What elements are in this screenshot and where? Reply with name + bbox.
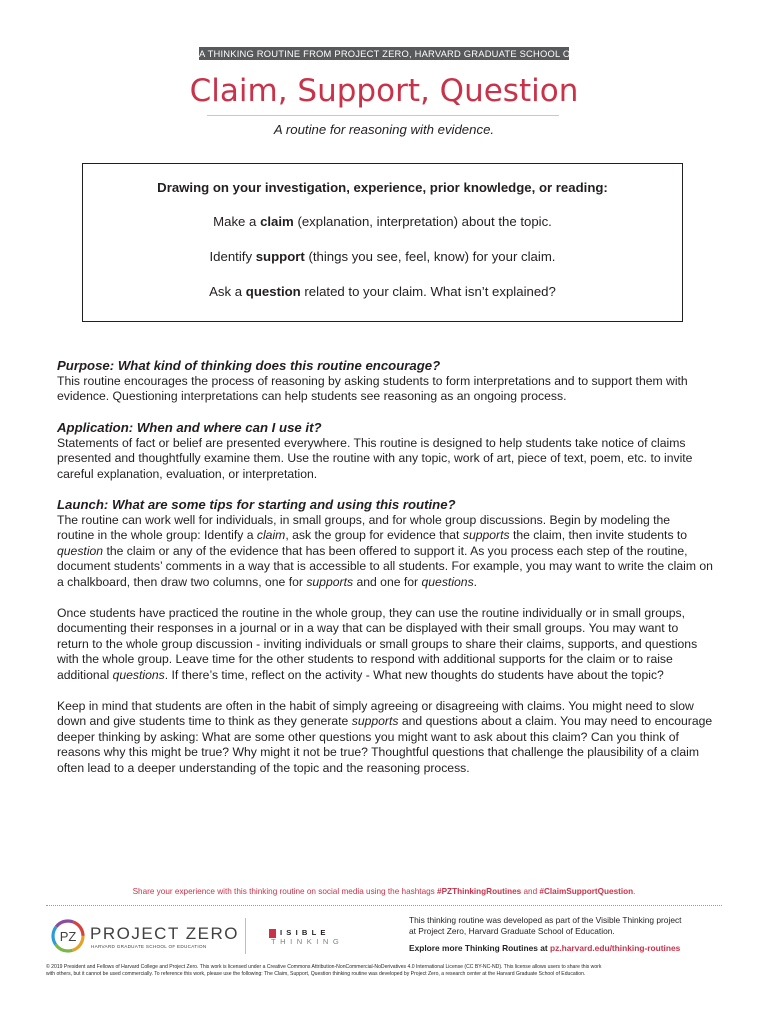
hashtag-pz-thinking-routines[interactable]: #PZThinkingRoutines <box>437 887 522 896</box>
routine-box <box>82 163 683 322</box>
developed-note: This thinking routine was developed as part of the Visible Thinking project at Project Zero, Harvard Graduate School of Education. <box>409 915 682 936</box>
keyword-claim: claim <box>260 214 294 229</box>
application-paragraph <box>57 436 717 482</box>
logo-initials: PZ <box>59 929 77 944</box>
launch-paragraph-1 <box>57 513 717 590</box>
paragraph-line: evidence. Questioning interpretations can help students see reasoning as an ongoing process. <box>57 389 567 404</box>
paragraph-line: with the whole group. Leave time for the other students to respond with additional supports for the claim or to raise <box>57 652 673 667</box>
thinking-routines-link[interactable]: pz.harvard.edu/thinking-routines <box>550 943 681 953</box>
logo-separator <box>245 918 246 954</box>
launch-heading: Launch: What are some tips for starting and using this routine? <box>57 497 456 512</box>
share-message: Share your experience with this thinking routine on social media using the hashtags #PZThinkingRoutines and #ClaimSupportQuestion. <box>132 887 636 896</box>
keyword-support: support <box>255 249 305 264</box>
routine-box-heading: Drawing on your investigation, experience, prior knowledge, or reading: <box>157 180 608 195</box>
keyword-question: question <box>245 284 301 299</box>
hashtag-claim-support-question[interactable]: #ClaimSupportQuestion <box>539 887 634 896</box>
paragraph-line: routine in the whole group: Identify a claim, ask the group for evidence that supports the claim, then invite students to <box>57 528 688 543</box>
paragraph-line: a chalkboard, then draw two columns, one for supports and one for questions. <box>57 574 478 589</box>
explore-more: Explore more Thinking Routines at pz.harvard.edu/thinking-routines <box>409 943 681 953</box>
routine-step-question: Ask a question related to your claim. What isn’t explained? <box>209 284 556 299</box>
paragraph-line: down and give students time to think as they generate supports and questions about a claim. You may need to encourage <box>57 714 713 729</box>
paragraph-line: Keep in mind that students are often in the habit of simply agreeing or disagreeing with claims. You might need to slow <box>57 699 694 713</box>
paragraph-line: Statements of fact or belief are presented everywhere. This routine is designed to help students take notice of claims <box>57 436 686 450</box>
title-divider <box>207 115 559 116</box>
visible-thinking-wordmark-bottom: THINKING <box>271 937 344 946</box>
paragraph-line: Once students have practiced the routine in the whole group, they can use the routine individually or in small groups, <box>57 606 686 620</box>
purpose-paragraph <box>57 374 717 405</box>
paragraph-line: return to the whole group discussion - inviting individuals or small groups to share their claims, supports, and questions <box>57 636 698 651</box>
purpose-heading: Purpose: What kind of thinking does this routine encourage? <box>57 358 441 373</box>
copyright-notice: © 2019 President and Fellows of Harvard College and Project Zero. This work is licensed under a Creative Commons Attribution-NonCommercial-NoDerivatives 4.0 International License (CC BY-NC-ND). This license allows users to share this work with others, but it cannot be used commercially. To reference this work, please use the following: The Claim, Support, Question thinking routine was developed by Project Zero, a research center at the Harvard Graduate School of Education. <box>46 964 602 978</box>
paragraph-line: additional questions. If there’s time, reflect on the activity - What new thoughts do students have about the topic? <box>57 667 664 682</box>
paragraph-line: This routine encourages the process of reasoning by asking students to form interpretations and to support them with <box>57 374 688 388</box>
page-title: Claim, Support, Question <box>189 73 579 109</box>
footer-divider <box>46 905 722 906</box>
page-subtitle: A routine for reasoning with evidence. <box>273 122 495 137</box>
project-zero-logo-icon <box>50 918 86 954</box>
paragraph-line: often lead to a deeper understanding of the topic and the reasoning process. <box>57 760 470 775</box>
paragraph-line: document students’ comments in a way that is accessible to all students. For example, you may want to write the claim on <box>57 559 713 574</box>
project-zero-wordmark: PROJECT ZERO <box>90 924 239 943</box>
paragraph-line: The routine can work well for individuals, in small groups, and for whole group discussions. Begin by modeling the <box>57 513 671 527</box>
paragraph-line: reasons why this might be true? Why might it not be true? Thoughtful questions that challenge the plausibility of a claim <box>57 745 700 760</box>
paragraph-line: deeper thinking by asking: What are some other questions you might want to ask about this claim? Can you think of <box>57 729 679 744</box>
paragraph-line: documenting their responses in a journal or in a way that can be displayed with their small groups. You may want to <box>57 621 679 636</box>
visible-thinking-wordmark-top: ISIBLE <box>280 928 330 937</box>
header-banner: A THINKING ROUTINE FROM PROJECT ZERO, HARVARD GRADUATE SCHOOL OF EDUCATION <box>199 48 636 59</box>
paragraph-line: question the claim or any of the evidence that has been offered to support it. As you process each step of the routine, <box>57 543 688 558</box>
routine-step-support: Identify support (things you see, feel, know) for your claim. <box>209 249 556 264</box>
paragraph-line: careful explanation, evaluation, or interpretation. <box>57 466 318 481</box>
paragraph-line: presented and thoughtfully examine them. Use the routine with any topic, work of art, piece of text, poem, etc. to invite <box>57 451 693 466</box>
application-heading: Application: When and where can I use it? <box>57 420 322 435</box>
launch-paragraph-2 <box>57 606 717 683</box>
launch-paragraph-3 <box>57 699 717 776</box>
project-zero-subtitle: HARVARD GRADUATE SCHOOL OF EDUCATION <box>91 944 207 949</box>
routine-step-claim: Make a claim (explanation, interpretation) about the topic. <box>213 214 552 229</box>
